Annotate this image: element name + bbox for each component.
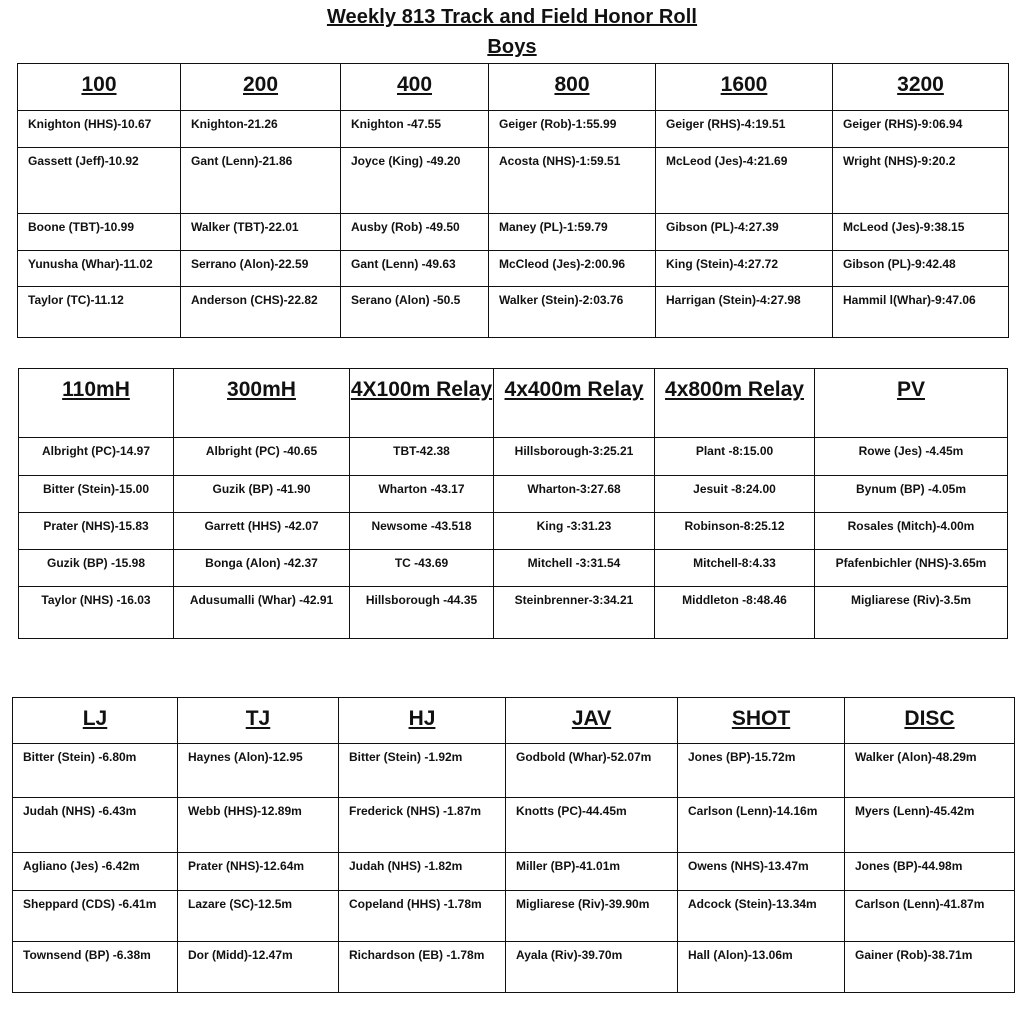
sprint-distance-table bbox=[17, 63, 1009, 338]
table-cell: Maney (PL)-1:59.79 bbox=[489, 214, 656, 251]
column-header: PV bbox=[815, 369, 1008, 438]
column-header: 4x800m Relay bbox=[655, 369, 815, 438]
table-cell: Ayala (Riv)-39.70m bbox=[506, 942, 678, 993]
table-cell: Boone (TBT)-10.99 bbox=[18, 214, 181, 251]
table-cell: Gant (Lenn)-21.86 bbox=[181, 148, 341, 214]
table-cell: Migliarese (Riv)-3.5m bbox=[815, 587, 1008, 639]
column-header: LJ bbox=[13, 698, 178, 744]
page-subtitle: Boys bbox=[487, 36, 537, 58]
table-cell: Pfafenbichler (NHS)-3.65m bbox=[815, 550, 1008, 587]
table-cell: Walker (Alon)-48.29m bbox=[845, 744, 1015, 798]
table-cell: Copeland (HHS) -1.78m bbox=[339, 891, 506, 942]
table-cell: Dor (Midd)-12.47m bbox=[178, 942, 339, 993]
table-cell: Judah (NHS) -1.82m bbox=[339, 853, 506, 891]
table-cell: Guzik (BP) -41.90 bbox=[174, 476, 350, 513]
table-cell: Knighton (HHS)-10.67 bbox=[18, 111, 181, 148]
table-cell: Judah (NHS) -6.43m bbox=[13, 798, 178, 853]
table-cell: King (Stein)-4:27.72 bbox=[656, 251, 833, 287]
table-cell: Knotts (PC)-44.45m bbox=[506, 798, 678, 853]
table-cell: Hillsborough-3:25.21 bbox=[494, 438, 655, 476]
table-cell: Adcock (Stein)-13.34m bbox=[678, 891, 845, 942]
table-cell: Gibson (PL)-4:27.39 bbox=[656, 214, 833, 251]
table-cell: Jones (BP)-15.72m bbox=[678, 744, 845, 798]
table-cell: Geiger (RHS)-4:19.51 bbox=[656, 111, 833, 148]
page-title: Weekly 813 Track and Field Honor Roll bbox=[326, 6, 698, 28]
table-cell: Knighton -47.55 bbox=[341, 111, 489, 148]
table-cell: Agliano (Jes) -6.42m bbox=[13, 853, 178, 891]
table-cell: Robinson-8:25.12 bbox=[655, 513, 815, 550]
table-cell: Bitter (Stein)-15.00 bbox=[19, 476, 174, 513]
table-cell: TBT-42.38 bbox=[350, 438, 494, 476]
table-cell: Jesuit -8:24.00 bbox=[655, 476, 815, 513]
table-cell: Myers (Lenn)-45.42m bbox=[845, 798, 1015, 853]
table-cell: Steinbrenner-3:34.21 bbox=[494, 587, 655, 639]
table-cell: Yunusha (Whar)-11.02 bbox=[18, 251, 181, 287]
table-cell: Gibson (PL)-9:42.48 bbox=[833, 251, 1009, 287]
table-cell: Taylor (TC)-11.12 bbox=[18, 287, 181, 338]
table-cell: Walker (Stein)-2:03.76 bbox=[489, 287, 656, 338]
table-cell: Richardson (EB) -1.78m bbox=[339, 942, 506, 993]
table-cell: Bynum (BP) -4.05m bbox=[815, 476, 1008, 513]
table-cell: Knighton-21.26 bbox=[181, 111, 341, 148]
table-cell: Geiger (Rob)-1:55.99 bbox=[489, 111, 656, 148]
table-cell: Wharton -43.17 bbox=[350, 476, 494, 513]
table-cell: TC -43.69 bbox=[350, 550, 494, 587]
table-cell: Townsend (BP) -6.38m bbox=[13, 942, 178, 993]
table-cell: Carlson (Lenn)-14.16m bbox=[678, 798, 845, 853]
table-cell: Gassett (Jeff)-10.92 bbox=[18, 148, 181, 214]
column-header: 800 bbox=[489, 64, 656, 111]
table-cell: Walker (TBT)-22.01 bbox=[181, 214, 341, 251]
field-events-table bbox=[12, 697, 1015, 993]
table-cell: Harrigan (Stein)-4:27.98 bbox=[656, 287, 833, 338]
table-cell: McLeod (Jes)-4:21.69 bbox=[656, 148, 833, 214]
table-cell: Acosta (NHS)-1:59.51 bbox=[489, 148, 656, 214]
table-cell: Carlson (Lenn)-41.87m bbox=[845, 891, 1015, 942]
table-cell: Geiger (RHS)-9:06.94 bbox=[833, 111, 1009, 148]
table-cell: Gainer (Rob)-38.71m bbox=[845, 942, 1015, 993]
table-cell: Serano (Alon) -50.5 bbox=[341, 287, 489, 338]
table-cell: Prater (NHS)-12.64m bbox=[178, 853, 339, 891]
table-cell: Prater (NHS)-15.83 bbox=[19, 513, 174, 550]
table-cell: Serrano (Alon)-22.59 bbox=[181, 251, 341, 287]
column-header: HJ bbox=[339, 698, 506, 744]
column-header: 400 bbox=[341, 64, 489, 111]
column-header: 1600 bbox=[656, 64, 833, 111]
table-cell: McCleod (Jes)-2:00.96 bbox=[489, 251, 656, 287]
table-cell: Albright (PC)-14.97 bbox=[19, 438, 174, 476]
column-header: TJ bbox=[178, 698, 339, 744]
column-header: 200 bbox=[181, 64, 341, 111]
table-cell: Jones (BP)-44.98m bbox=[845, 853, 1015, 891]
table-cell: Sheppard (CDS) -6.41m bbox=[13, 891, 178, 942]
table-cell: Ausby (Rob) -49.50 bbox=[341, 214, 489, 251]
table-cell: Mitchell -3:31.54 bbox=[494, 550, 655, 587]
table-cell: Miller (BP)-41.01m bbox=[506, 853, 678, 891]
table-cell: Adusumalli (Whar) -42.91 bbox=[174, 587, 350, 639]
table-cell: Bitter (Stein) -6.80m bbox=[13, 744, 178, 798]
table-cell: Godbold (Whar)-52.07m bbox=[506, 744, 678, 798]
table-cell: Haynes (Alon)-12.95 bbox=[178, 744, 339, 798]
table-cell: Lazare (SC)-12.5m bbox=[178, 891, 339, 942]
table-cell: Hall (Alon)-13.06m bbox=[678, 942, 845, 993]
column-header: 3200 bbox=[833, 64, 1009, 111]
table-cell: Joyce (King) -49.20 bbox=[341, 148, 489, 214]
table-cell: Webb (HHS)-12.89m bbox=[178, 798, 339, 853]
table-cell: Wright (NHS)-9:20.2 bbox=[833, 148, 1009, 214]
table-cell: McLeod (Jes)-9:38.15 bbox=[833, 214, 1009, 251]
table-cell: Taylor (NHS) -16.03 bbox=[19, 587, 174, 639]
column-header: 4X100m Relay bbox=[350, 369, 494, 438]
table-cell: Wharton-3:27.68 bbox=[494, 476, 655, 513]
table-cell: Mitchell-8:4.33 bbox=[655, 550, 815, 587]
column-header: DISC bbox=[845, 698, 1015, 744]
table-cell: Migliarese (Riv)-39.90m bbox=[506, 891, 678, 942]
column-header: SHOT bbox=[678, 698, 845, 744]
table-cell: Hillsborough -44.35 bbox=[350, 587, 494, 639]
table-cell: King -3:31.23 bbox=[494, 513, 655, 550]
table-cell: Newsome -43.518 bbox=[350, 513, 494, 550]
table-cell: Bitter (Stein) -1.92m bbox=[339, 744, 506, 798]
column-header: 4x400m Relay bbox=[494, 369, 655, 438]
table-cell: Plant -8:15.00 bbox=[655, 438, 815, 476]
column-header: 110mH bbox=[19, 369, 174, 438]
table-cell: Rosales (Mitch)-4.00m bbox=[815, 513, 1008, 550]
table-cell: Bonga (Alon) -42.37 bbox=[174, 550, 350, 587]
table-cell: Rowe (Jes) -4.45m bbox=[815, 438, 1008, 476]
table-cell: Garrett (HHS) -42.07 bbox=[174, 513, 350, 550]
table-cell: Anderson (CHS)-22.82 bbox=[181, 287, 341, 338]
table-cell: Guzik (BP) -15.98 bbox=[19, 550, 174, 587]
column-header: 300mH bbox=[174, 369, 350, 438]
column-header: 100 bbox=[18, 64, 181, 111]
table-cell: Albright (PC) -40.65 bbox=[174, 438, 350, 476]
table-cell: Gant (Lenn) -49.63 bbox=[341, 251, 489, 287]
table-cell: Owens (NHS)-13.47m bbox=[678, 853, 845, 891]
table-cell: Hammil l(Whar)-9:47.06 bbox=[833, 287, 1009, 338]
table-cell: Middleton -8:48.46 bbox=[655, 587, 815, 639]
column-header: JAV bbox=[506, 698, 678, 744]
table-cell: Frederick (NHS) -1.87m bbox=[339, 798, 506, 853]
hurdles-relay-table bbox=[18, 368, 1008, 639]
